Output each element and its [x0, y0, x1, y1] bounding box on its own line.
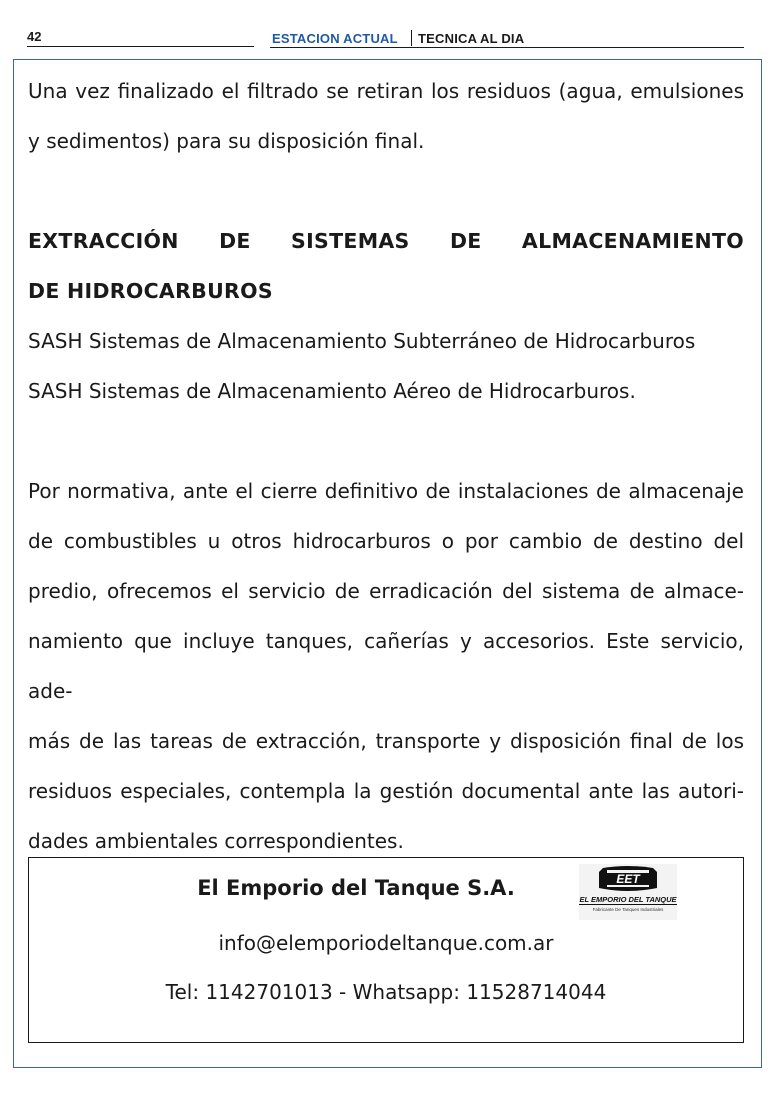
header-rule-left	[27, 46, 254, 47]
spacer	[28, 416, 744, 466]
logo-tagline: Fabricante De Tanques Industriales	[592, 907, 664, 912]
contact-box	[28, 857, 744, 1043]
sash-underground: SASH Sistemas de Almacenamiento Subterráneo de Hidrocarburos	[28, 329, 696, 353]
contact-phone: Tel: 1142701013 - Whatsapp: 11528714044	[165, 980, 607, 1004]
intro-line-2: y sedimentos) para su disposición final.	[28, 129, 425, 153]
header-rule-right	[270, 47, 744, 48]
page-number: 42	[27, 29, 42, 44]
paragraph-line: residuos especiales, contempla la gestión documental ante las autori-	[28, 779, 744, 803]
tank-logo-icon	[593, 864, 663, 894]
company-name: El Emporio del Tanque S.A.	[197, 876, 515, 900]
spacer	[28, 166, 744, 216]
paragraph-line: Por normativa, ante el cierre definitivo de instalaciones de almacenaje	[28, 479, 744, 503]
section-subtitle: TECNICA AL DIA	[418, 31, 525, 46]
sash-aerial: SASH Sistemas de Almacenamiento Aéreo de Hidrocarburos.	[28, 379, 636, 403]
paragraph-line: más de las tareas de extracción, transporte y disposición final de los	[28, 729, 744, 753]
logo-monogram: EET	[616, 872, 640, 886]
contact-email[interactable]: info@elemporiodeltanque.com.ar	[218, 931, 554, 955]
company-logo	[579, 864, 677, 920]
paragraph-line: predio, ofrecemos el servicio de erradicación del sistema de almace-	[28, 579, 744, 603]
paragraph-line: dades ambientales correspondientes.	[28, 829, 404, 853]
article-body	[28, 66, 744, 866]
section-label: ESTACION ACTUAL	[272, 31, 398, 46]
section-heading-line-2: DE HIDROCARBUROS	[28, 279, 273, 303]
intro-line-1: Una vez finalizado el filtrado se retiran los residuos (agua, emulsiones	[28, 79, 744, 103]
logo-name: EL EMPORIO DEL TANQUE	[579, 895, 677, 904]
paragraph-line: namiento que incluye tanques, cañerías y accesorios. Este servicio, ade-	[28, 629, 744, 703]
paragraph-line: de combustibles u otros hidrocarburos o por cambio de destino del	[28, 529, 744, 553]
section-divider	[411, 30, 412, 46]
section-heading-line-1: EXTRACCIÓN DE SISTEMAS DE ALMACENAMIENTO	[28, 229, 744, 253]
